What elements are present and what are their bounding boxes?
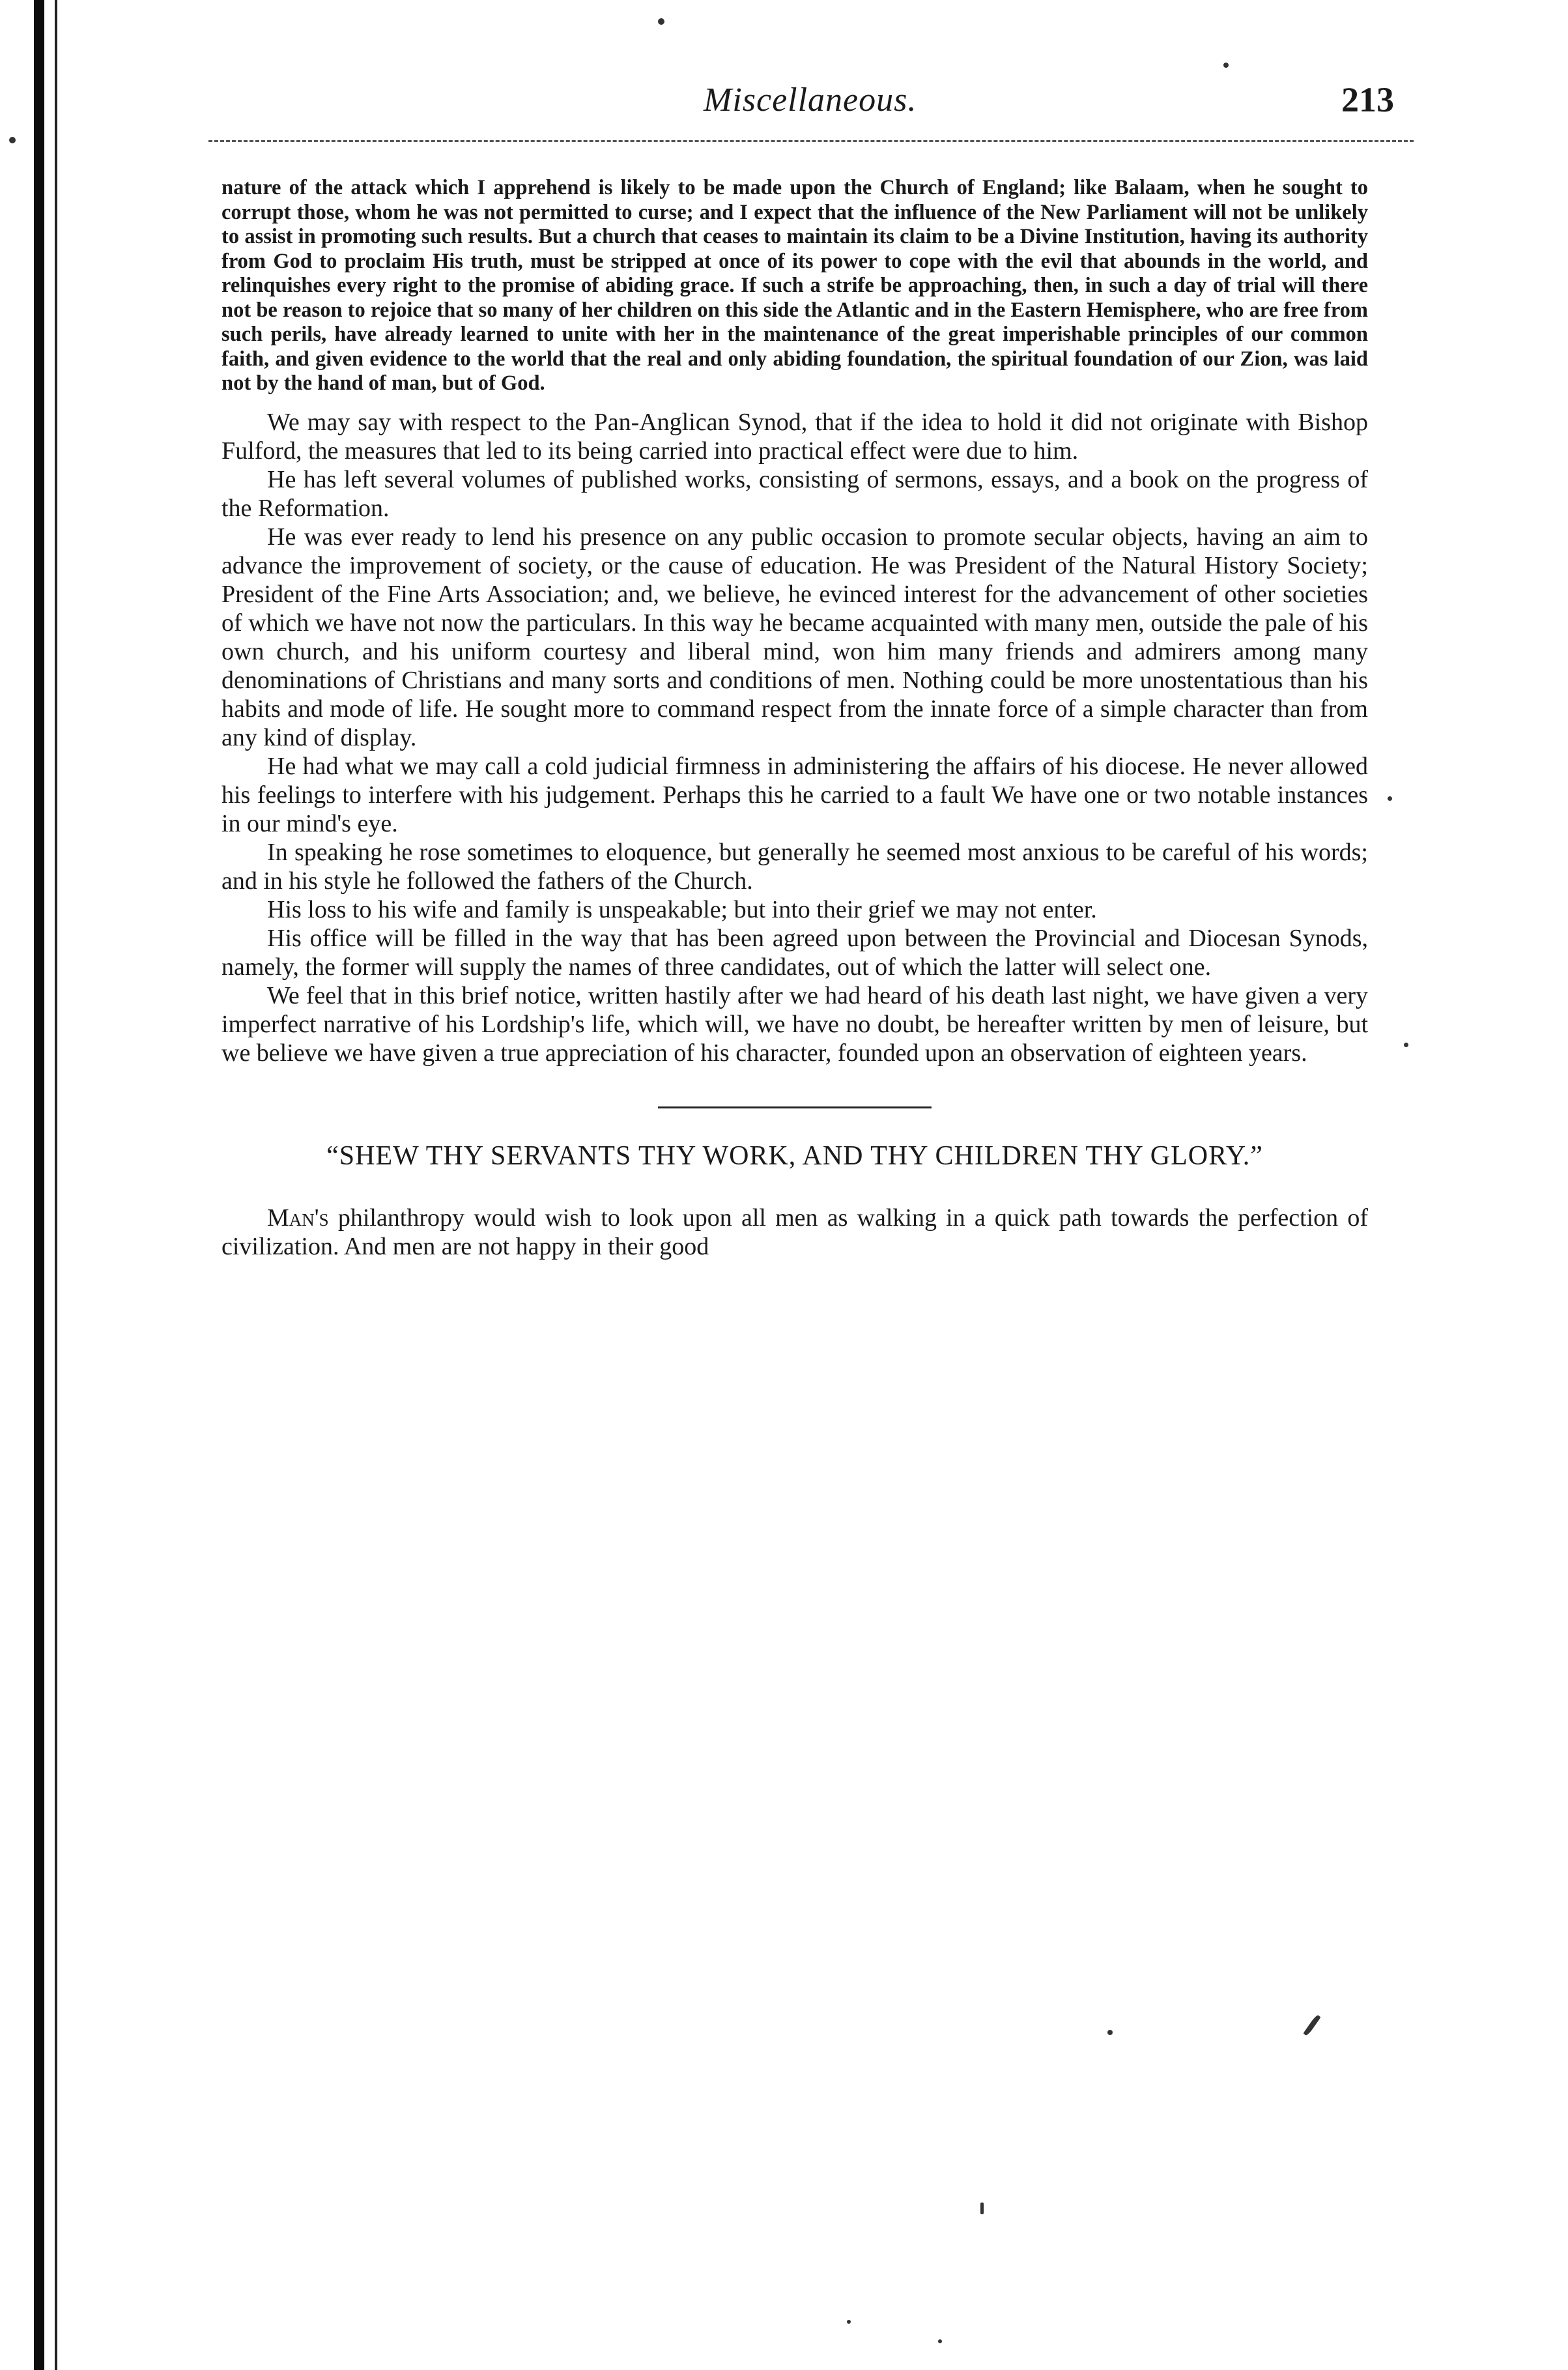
section-title: “SHEW THY SERVANTS THY WORK, AND THY CHILDREN THY GLORY.”: [326, 1140, 1263, 1171]
paragraph-published-works: He has left several volumes of published works, consisting of sermons, essays, and a book on the progress of the Reformation.: [221, 465, 1368, 522]
paragraph-pan-anglican-synod: We may say with respect to the Pan-Anglican Synod, that if the idea to hold it did not originate with Bishop Fulford, the measures that led to its being carried into practical effect were due to him.: [221, 408, 1368, 465]
paragraph-judicial-firmness: He had what we may call a cold judicial firmness in administering the affairs of his diocese. He never allowed his feelings to interfere with his judgement. Perhaps this he carried to a fault We have one or two notable instances in our mind's eye.: [221, 752, 1368, 837]
page-number: 213: [1341, 80, 1394, 119]
header-rule: [208, 140, 1414, 142]
lead-text: philanthropy would wish to look upon all men as walking in a quick path towards the perfection of civilization. And men are not happy in their good: [221, 1204, 1368, 1260]
binding-edge: [34, 0, 44, 2370]
paragraph-public-occasions: He was ever ready to lend his presence on any public occasion to promote secular objects, having an aim to advance the improvement of society, or the cause of education. He was President of the Natural History Society; President of the Fine Arts Association; and, we believe, he evinced interest for the advancement of other societies of which we have not now the particulars. In this way he became acquainted with many men, outside the pale of his own church, and his uniform courtesy and liberal mind, won him many friends and admirers among many denominations of Christians and many sorts and conditions of men. Nothing could be more unostentatious than his habits and mode of life. He sought more to command respect from the innate force of a simple character than from any kind of display.: [221, 523, 1368, 751]
section-opening-paragraph: [221, 1204, 1368, 1261]
paragraph-office-filled: His office will be filled in the way that has been agreed upon between the Provincial and Diocesan Synods, namely, the former will supply the names of three candidates, out of which the latter will select one.: [221, 924, 1368, 981]
page-header: [261, 73, 1407, 125]
page-body: [221, 176, 1368, 1261]
binding-edge-line: [55, 0, 57, 2370]
section-divider: [658, 1106, 932, 1108]
running-head: Miscellaneous.: [704, 81, 917, 119]
lead-word: Man's: [267, 1204, 329, 1232]
paragraph-continued: nature of the attack which I apprehend is likely to be made upon the Church of England; like Balaam, when he sought to corrupt those, whom he was not permitted to curse; and I expect that the influence of the New Parliament will not be unlikely to assist in promoting such results. But a church that ceases to maintain its claim to be a Divine Institution, having its authority from God to proclaim His truth, must be stripped at once of its power to cope with the evil that abounds in the world, and relinquishes every right to the promise of abiding grace. If such a strife be approaching, then, in such a day of trial will there not be reason to rejoice that so many of her children on this side the Atlantic and in the Eastern Hemisphere, who are free from such perils, have already learned to unite with her in the maintenance of the great imperishable principles of our common faith, and given evidence to the world that the real and only abiding foundation, the spiritual foundation of our Zion, was laid not by the hand of man, but of God.: [221, 176, 1368, 395]
paragraph-speaking-style: In speaking he rose sometimes to eloquence, but generally he seemed most anxious to be careful of his words; and in his style he followed the fathers of the Church.: [221, 838, 1368, 895]
paragraph-brief-notice: We feel that in this brief notice, written hastily after we had heard of his death last night, we have given a very imperfect narrative of his Lordship's life, which will, we have no doubt, be hereafter written by men of leisure, but we believe we have given a true appreciation of his character, founded upon an observation of eighteen years.: [221, 981, 1368, 1067]
paragraph-loss-to-family: His loss to his wife and family is unspeakable; but into their grief we may not enter.: [267, 895, 1097, 923]
